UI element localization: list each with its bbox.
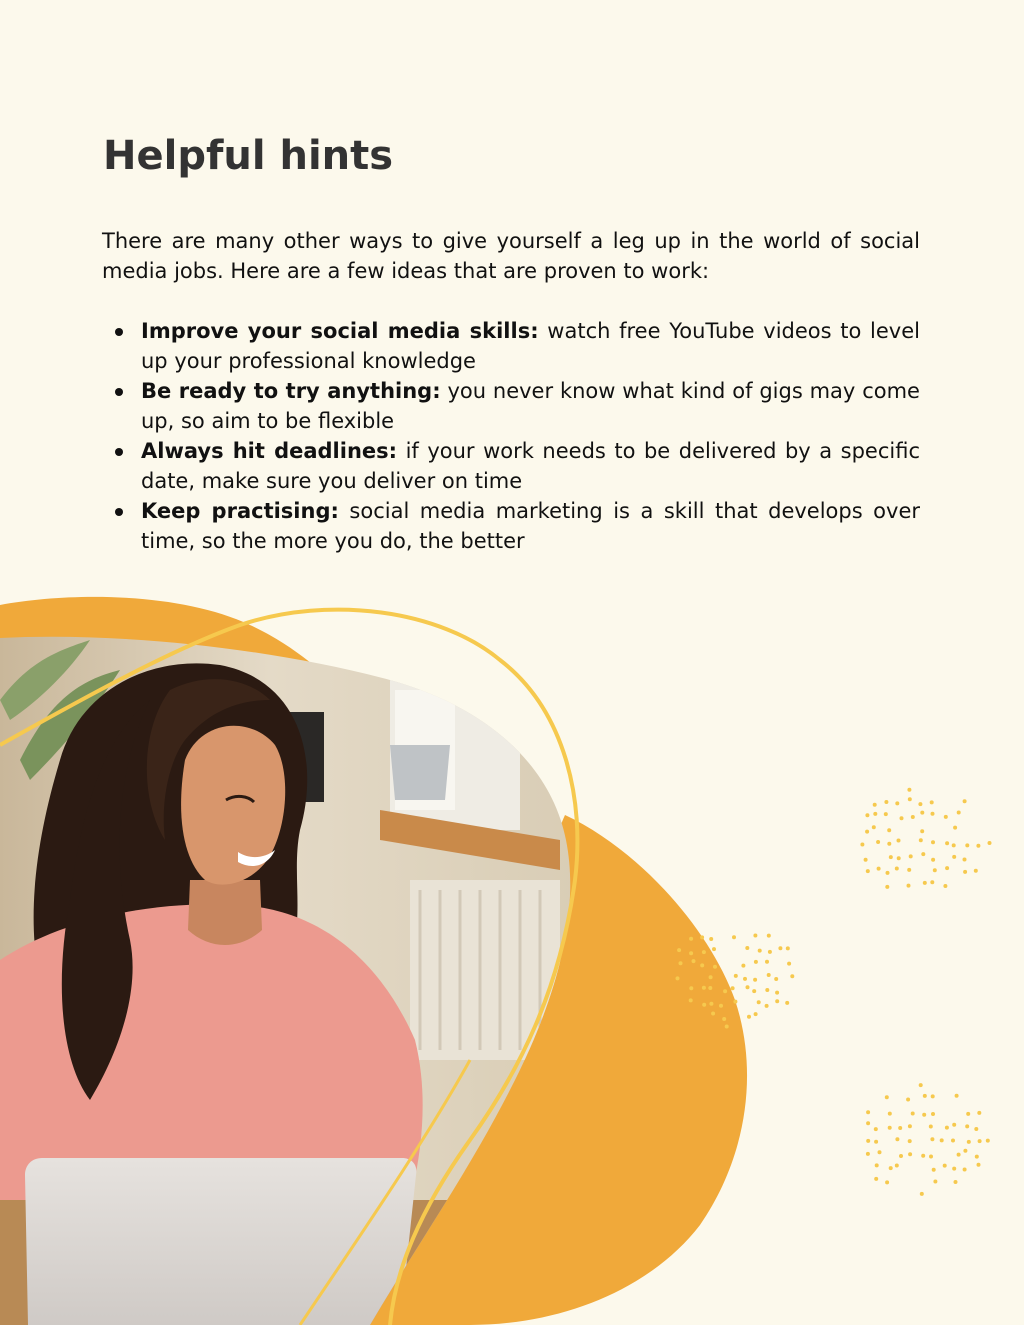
dot-cluster-bottom [866, 1083, 990, 1196]
hint-text: you never know what kind of gigs may come up, so aim to be flexible [141, 379, 920, 433]
list-item [104, 496, 920, 556]
decorative-art [0, 560, 1024, 1325]
list-item [104, 376, 920, 436]
list-item [104, 436, 920, 496]
hint-text: watch free YouTube videos to level up your professional knowledge [141, 319, 920, 373]
page-title: Helpful hints [103, 133, 394, 179]
hint-title: Be ready to try anything: [141, 379, 441, 403]
hint-text: social media marketing is a skill that develops over time, so the more you do, the better [141, 499, 920, 553]
hint-title: Always hit deadlines: [141, 439, 398, 463]
hints-list [104, 316, 920, 556]
dot-cluster-top [860, 788, 991, 889]
list-item [104, 316, 920, 376]
hint-title: Improve your social media skills: [141, 319, 539, 343]
intro-paragraph: There are many other ways to give yourself a leg up in the world of social media jobs. Here are a few ideas that are proven to work: [102, 229, 920, 283]
hint-title: Keep practising: [141, 499, 339, 523]
hint-text: if your work needs to be delivered by a specific date, make sure you deliver on time [141, 439, 920, 493]
